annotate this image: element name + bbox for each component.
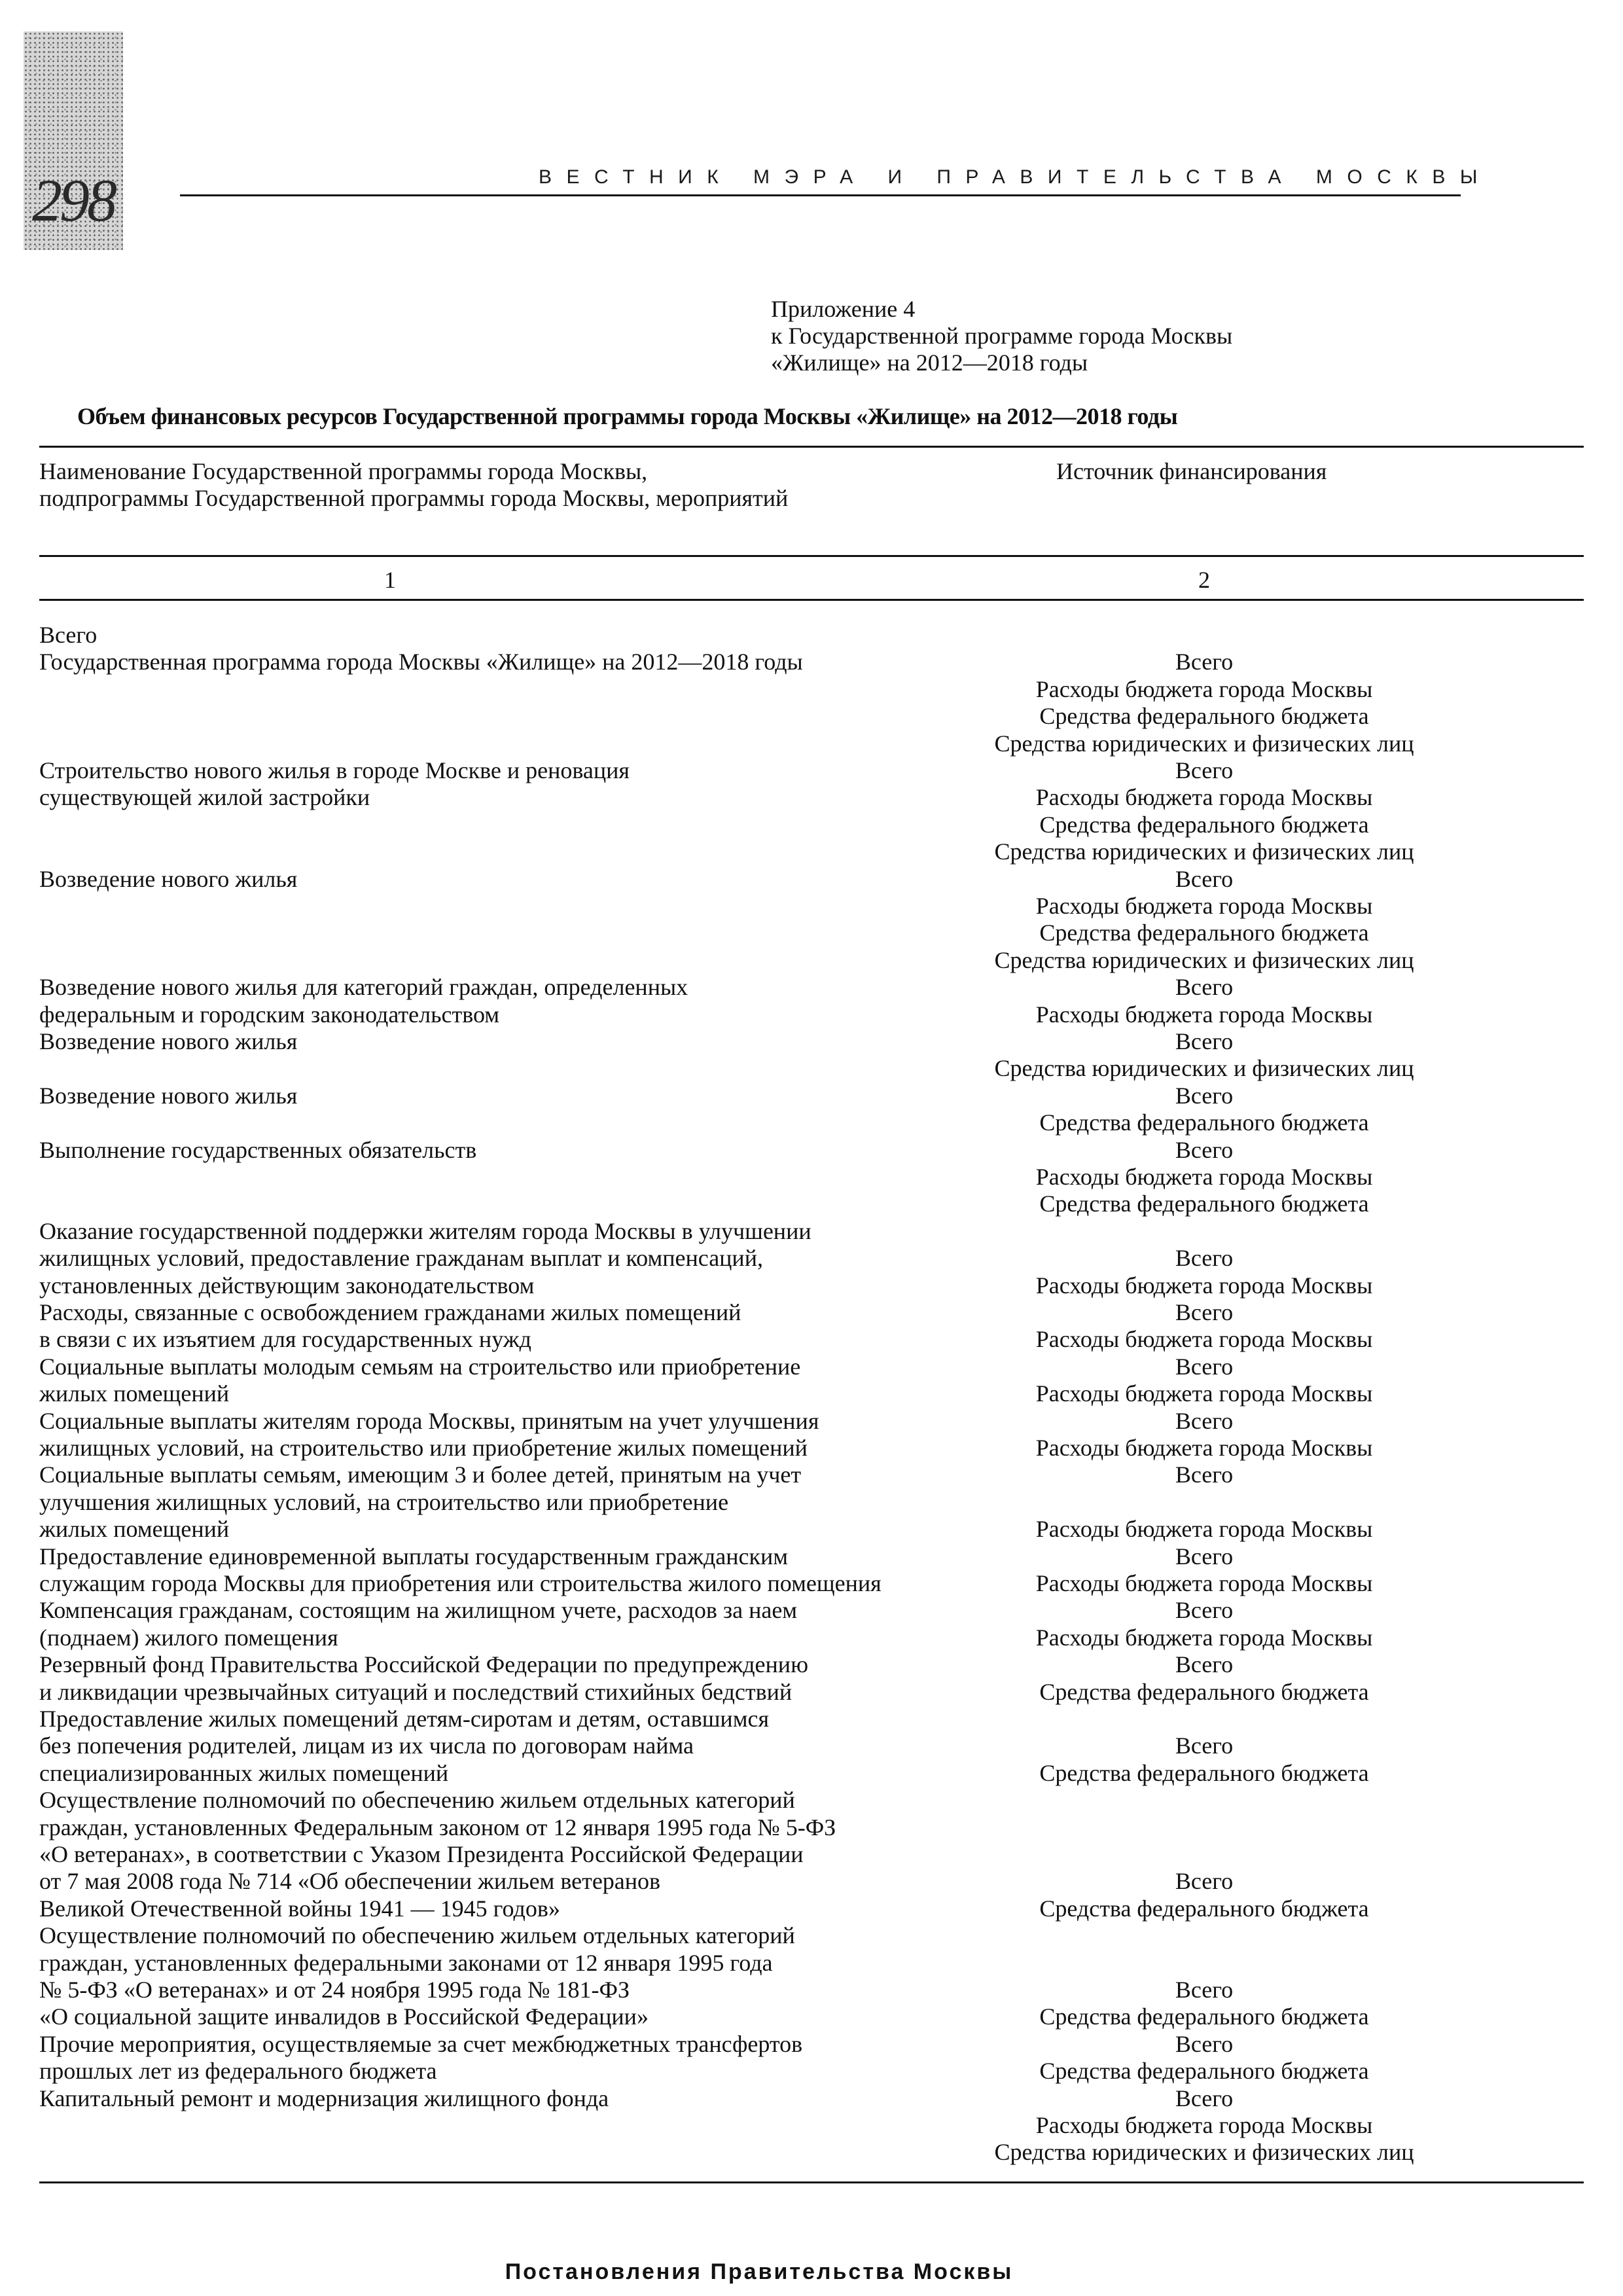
row-source-line bbox=[962, 1950, 1446, 1977]
row-sources bbox=[962, 1083, 1446, 1137]
row-source-line: Всего bbox=[1175, 1597, 1234, 1624]
row-name-line: установленных действующим законодательством bbox=[39, 1272, 535, 1299]
row-name-line: Строительство нового жилья в городе Москве и реновация bbox=[39, 757, 630, 783]
header-col1-line1: Наименование Государственной программы города Москвы, bbox=[39, 458, 648, 484]
row-name bbox=[39, 866, 1008, 893]
row-source-line: Всего bbox=[1175, 1299, 1234, 1325]
row-sources bbox=[962, 2031, 1446, 2085]
appendix-note bbox=[771, 296, 1491, 376]
row-sources bbox=[962, 1218, 1446, 1299]
row-name bbox=[39, 2031, 1008, 2085]
row-source-line: Расходы бюджета города Москвы bbox=[1035, 892, 1373, 919]
row-name bbox=[39, 1218, 1008, 1299]
table-top-rule bbox=[39, 446, 1584, 448]
row-name-line: Прочие мероприятия, осуществляемые за счет межбюджетных трансфертов bbox=[39, 2030, 803, 2057]
row-source-line: Всего bbox=[1175, 1976, 1234, 2003]
row-source-line: Всего bbox=[1175, 1732, 1234, 1759]
row-source-line bbox=[962, 1814, 1446, 1841]
row-name bbox=[39, 757, 1008, 812]
row-name-line: Социальные выплаты жителям города Москвы, принятым на учет улучшения bbox=[39, 1407, 819, 1434]
row-name bbox=[39, 1651, 1008, 1706]
row-source-line: Средства федерального бюджета bbox=[1039, 2003, 1369, 2030]
row-name-line: Осуществление полномочий по обеспечению жильем отдельных категорий bbox=[39, 1787, 795, 1814]
row-name bbox=[39, 1299, 1008, 1354]
row-source-line: Расходы бюджета города Москвы bbox=[1035, 1001, 1373, 1028]
row-name-line: жилищных условий, предоставление гражданам выплат и компенсаций, bbox=[39, 1245, 763, 1272]
row-name-line: Осуществление полномочий по обеспечению жильем отдельных категорий bbox=[39, 1922, 795, 1949]
row-name bbox=[39, 1137, 1008, 1164]
appendix-line-1: Приложение 4 bbox=[771, 296, 916, 322]
row-source-line: Всего bbox=[1175, 649, 1234, 675]
row-source-line: Расходы бюджета города Москвы bbox=[1035, 1624, 1373, 1651]
row-name-line: и ликвидации чрезвычайных ситуаций и последствий стихийных бедствий bbox=[39, 1678, 793, 1705]
row-name-line: № 5-ФЗ «О ветеранах» и от 24 ноября 1995 года № 181-ФЗ bbox=[39, 1976, 630, 2003]
row-name-line: существующей жилой застройки bbox=[39, 784, 370, 811]
row-name-line: прошлых лет из федерального бюджета bbox=[39, 2058, 437, 2085]
row-source-line: Средства юридических и физических лиц bbox=[994, 838, 1414, 865]
row-source-line: Всего bbox=[1175, 1868, 1234, 1895]
row-name bbox=[39, 974, 1008, 1028]
row-source-line: Средства федерального бюджета bbox=[1039, 1895, 1369, 1922]
appendix-line-2: к Государственной программе города Москвы bbox=[771, 323, 1233, 349]
row-source-line: Средства юридических и физических лиц bbox=[994, 2139, 1414, 2166]
document-title: Объем финансовых ресурсов Государственной программы города Москвы «Жилище» на 2012—2018 годы bbox=[77, 403, 1178, 429]
row-name-line: Государственная программа города Москвы «Жилище» на 2012—2018 годы bbox=[39, 649, 803, 675]
row-source-line bbox=[962, 1489, 1446, 1516]
row-source-line: Средства федерального бюджета bbox=[1039, 1191, 1369, 1217]
row-source-line: Расходы бюджета города Москвы bbox=[1035, 1163, 1373, 1190]
column-numbers-rule bbox=[39, 599, 1584, 601]
row-source-line: Всего bbox=[1175, 1353, 1234, 1380]
row-source-line: Всего bbox=[1175, 865, 1234, 892]
row-source-line: Расходы бюджета города Москвы bbox=[1035, 1434, 1373, 1461]
row-source-line: Всего bbox=[1175, 1651, 1234, 1678]
row-source-line: Всего bbox=[1175, 757, 1234, 783]
row-source-line bbox=[962, 1218, 1446, 1245]
row-name bbox=[39, 1028, 1008, 1055]
row-source-line: Расходы бюджета города Москвы bbox=[1035, 1380, 1373, 1407]
row-name-line: жилых помещений bbox=[39, 1516, 230, 1543]
row-name-line: Оказание государственной поддержки жителям города Москвы в улучшении bbox=[39, 1217, 812, 1244]
row-name-line: без попечения родителей, лицам из их числа по договорам найма bbox=[39, 1732, 694, 1759]
row-sources bbox=[962, 1706, 1446, 1787]
row-name-line: Социальные выплаты семьям, имеющим 3 и более детей, принятым на учет bbox=[39, 1462, 802, 1488]
row-name-line: граждан, установленных федеральными законами от 12 января 1995 года bbox=[39, 1949, 773, 1976]
row-name-line: Великой Отечественной войны 1941 — 1945 годов» bbox=[39, 1895, 560, 1922]
row-name-line: улучшения жилищных условий, на строительство или приобретение bbox=[39, 1488, 729, 1515]
row-source-line: Всего bbox=[1175, 1462, 1234, 1488]
row-source-line: Средства федерального бюджета bbox=[1039, 1109, 1369, 1136]
row-sources bbox=[962, 1137, 1446, 1218]
row-source-line: Средства федерального бюджета bbox=[1039, 2058, 1369, 2085]
row-sources bbox=[962, 866, 1446, 975]
row-name bbox=[39, 622, 1008, 649]
table-bottom-rule bbox=[39, 2181, 1584, 2183]
row-name-line: Расходы, связанные с освобождением гражданами жилых помещений bbox=[39, 1299, 741, 1325]
row-name bbox=[39, 649, 1008, 675]
row-source-line: Расходы бюджета города Москвы bbox=[1035, 1272, 1373, 1299]
row-source-line: Средства федерального бюджета bbox=[1039, 703, 1369, 730]
row-sources bbox=[962, 1651, 1446, 1706]
column-number-1: 1 bbox=[384, 567, 396, 593]
row-name bbox=[39, 1462, 1008, 1543]
row-name-line: Возведение нового жилья bbox=[39, 1082, 298, 1109]
row-name-line: Капитальный ремонт и модернизация жилищного фонда bbox=[39, 2085, 609, 2111]
page-number: 298 bbox=[32, 167, 115, 234]
row-source-line: Всего bbox=[1175, 1407, 1234, 1434]
row-source-line: Средства федерального бюджета bbox=[1039, 1759, 1369, 1786]
row-source-line: Расходы бюджета города Москвы bbox=[1035, 1326, 1373, 1353]
row-name bbox=[39, 1597, 1008, 1651]
row-name bbox=[39, 1787, 1008, 1922]
column-number-2: 2 bbox=[1198, 567, 1210, 593]
footer-section-title: Постановления Правительства Москвы bbox=[505, 2259, 1014, 2284]
row-name-line: Возведение нового жилья bbox=[39, 865, 298, 892]
row-sources bbox=[962, 1597, 1446, 1651]
row-source-line: Средства федерального бюджета bbox=[1039, 1678, 1369, 1705]
row-sources bbox=[962, 649, 1446, 757]
row-source-line: Всего bbox=[1175, 1028, 1234, 1054]
row-source-line: Всего bbox=[1175, 2085, 1234, 2111]
row-source-line: Средства федерального бюджета bbox=[1039, 920, 1369, 946]
row-name-line: в связи с их изъятием для государственных нужд bbox=[39, 1326, 531, 1353]
row-sources bbox=[962, 1299, 1446, 1354]
row-name bbox=[39, 1543, 1008, 1598]
row-name-line: Компенсация гражданам, состоящим на жилищном учете, расходов за наем bbox=[39, 1597, 798, 1624]
row-sources bbox=[962, 1543, 1446, 1598]
page-number-badge bbox=[24, 31, 123, 250]
row-sources bbox=[962, 1787, 1446, 1922]
row-sources bbox=[962, 974, 1446, 1028]
masthead: ВЕСТНИК МЭРА И ПРАВИТЕЛЬСТВА МОСКВЫ bbox=[539, 166, 1492, 188]
row-source-line: Всего bbox=[1175, 1543, 1234, 1570]
row-name bbox=[39, 2085, 1008, 2112]
row-sources bbox=[962, 757, 1446, 866]
row-name-line: Резервный фонд Правительства Российской Федерации по предупреждению bbox=[39, 1651, 808, 1678]
header-bottom-rule bbox=[39, 555, 1584, 557]
row-name-line: Социальные выплаты молодым семьям на строительство или приобретение bbox=[39, 1353, 801, 1380]
row-source-line: Средства федерального бюджета bbox=[1039, 811, 1369, 838]
row-sources bbox=[962, 1408, 1446, 1462]
row-name-line: граждан, установленных Федеральным законом от 12 января 1995 года № 5-ФЗ bbox=[39, 1814, 836, 1840]
row-name bbox=[39, 1706, 1008, 1787]
row-sources bbox=[962, 1462, 1446, 1543]
row-source-line: Расходы бюджета города Москвы bbox=[1035, 1516, 1373, 1543]
row-source-line: Средства юридических и физических лиц bbox=[994, 1055, 1414, 1082]
row-source-line: Расходы бюджета города Москвы bbox=[1035, 2111, 1373, 2138]
row-source-line: Всего bbox=[1175, 974, 1234, 1001]
row-name-line: жилых помещений bbox=[39, 1380, 230, 1407]
row-name-line: от 7 мая 2008 года № 714 «Об обеспечении жильем ветеранов bbox=[39, 1868, 661, 1895]
row-source-line: Расходы бюджета города Москвы bbox=[1035, 784, 1373, 811]
masthead-rule bbox=[180, 194, 1461, 196]
row-source-line: Всего bbox=[1175, 1245, 1234, 1272]
row-name-line: служащим города Москвы для приобретения или строительства жилого помещения bbox=[39, 1570, 882, 1596]
row-name-line: Выполнение государственных обязательств bbox=[39, 1136, 477, 1163]
row-source-line: Средства юридических и физических лиц bbox=[994, 946, 1414, 973]
row-source-line: Всего bbox=[1175, 1136, 1234, 1163]
row-source-line: Расходы бюджета города Москвы bbox=[1035, 1570, 1373, 1596]
row-source-line: Всего bbox=[1175, 2030, 1234, 2057]
row-name-line: Возведение нового жилья bbox=[39, 1028, 298, 1054]
row-sources bbox=[962, 1028, 1446, 1083]
row-name-line: жилищных условий, на строительство или приобретение жилых помещений bbox=[39, 1434, 808, 1461]
header-col2: Источник финансирования bbox=[1056, 458, 1327, 484]
row-name-line: Всего bbox=[39, 622, 98, 648]
row-name-line: «О ветеранах», в соответствии с Указом Президента Российской Федерации bbox=[39, 1840, 804, 1867]
row-name bbox=[39, 1922, 1008, 2031]
row-name-line: (поднаем) жилого помещения bbox=[39, 1624, 338, 1651]
row-sources bbox=[962, 1922, 1446, 2031]
row-name-line: «О социальной защите инвалидов в Российской Федерации» bbox=[39, 2003, 649, 2030]
row-sources bbox=[962, 1354, 1446, 1408]
row-name bbox=[39, 1408, 1008, 1462]
row-name-line: федеральным и городским законодательством bbox=[39, 1001, 500, 1028]
row-sources bbox=[962, 2085, 1446, 2166]
row-name bbox=[39, 1354, 1008, 1408]
row-source-line: Средства юридических и физических лиц bbox=[994, 730, 1414, 757]
row-source-line bbox=[962, 1841, 1446, 1868]
row-name-line: Предоставление единовременной выплаты государственным гражданским bbox=[39, 1543, 789, 1570]
appendix-line-3: «Жилище» на 2012—2018 годы bbox=[771, 350, 1088, 376]
row-source-line: Всего bbox=[1175, 1082, 1234, 1109]
row-name bbox=[39, 1083, 1008, 1109]
row-source-line: Расходы бюджета города Москвы bbox=[1035, 675, 1373, 702]
row-source-line bbox=[962, 1922, 1446, 1949]
row-source-line bbox=[962, 1787, 1446, 1814]
row-name-line: Предоставление жилых помещений детям-сиротам и детям, оставшимся bbox=[39, 1706, 770, 1732]
row-source-line bbox=[962, 1706, 1446, 1732]
header-col1-line2: подпрограммы Государственной программы города Москвы, мероприятий bbox=[39, 485, 789, 511]
row-name-line: специализированных жилых помещений bbox=[39, 1759, 449, 1786]
row-name-line: Возведение нового жилья для категорий граждан, определенных bbox=[39, 974, 688, 1001]
